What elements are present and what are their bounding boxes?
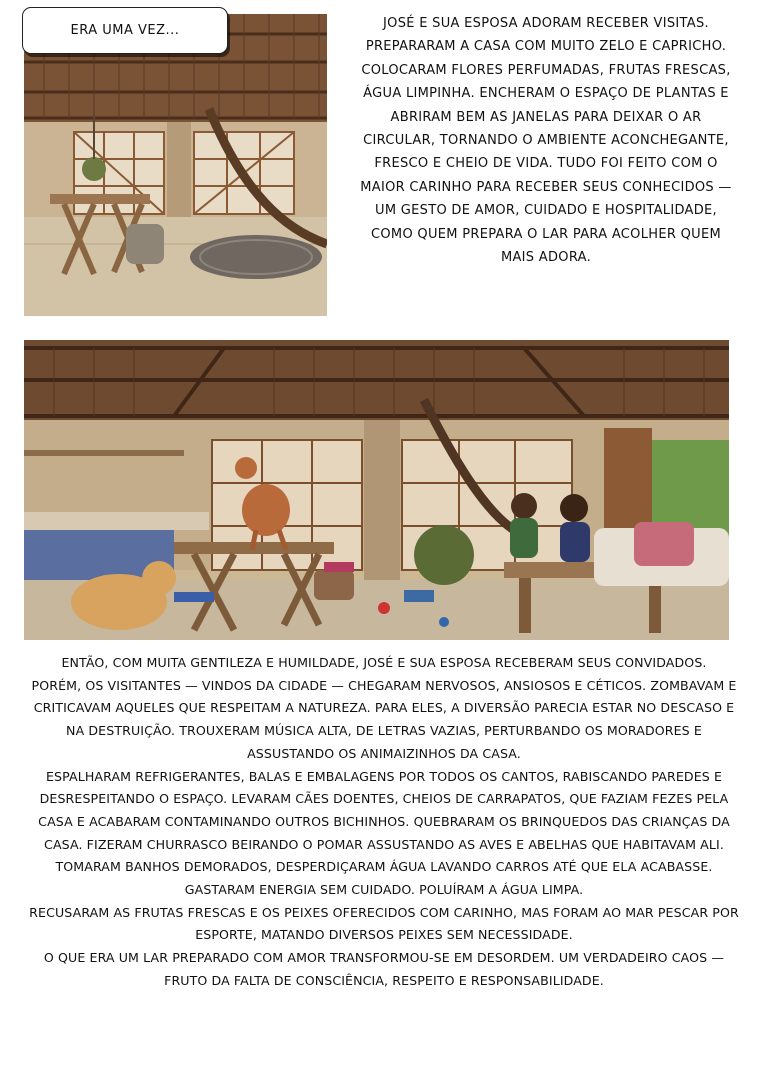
story-paragraph: PORÉM, OS VISITANTES — VINDOS DA CIDADE — CHEGARAM NERVOSOS, ANSIOSOS E CÉTICOS. ZOMBAVAM E CRITICAVAM AQUELES QUE RESPEITAM A NATUREZA. PARA ELES, A DIVERSÃO PARECIA ESTAR NO DESCASO E NA DESTRUIÇÃO. TROUXERAM MÚSICA ALTA, DE LETRAS VAZIAS, PERTURBANDO OS MORADORES E ASSUSTANDO OS ANIMAIZINHOS DA CASA. [31,677,737,761]
tidy-house-photo [24,14,327,316]
story-paragraph: ESPALHARAM REFRIGERANTES, BALAS E EMBALAGENS POR TODOS OS CANTOS, RABISCANDO PAREDES E DESRESPEITANDO O ESPAÇO. LEVARAM CÃES DOENTES, CHEIOS DE CARRAPATOS, QUE FAZIAM FEZES PELA CASA E ACABARAM CONTAMINANDO OUTROS BICHINHOS. QUEBRARAM OS BRINQUEDOS DAS CRIANÇAS DA CASA. FIZERAM CHURRASCO BEIRANDO O POMAR ASSUSTANDO AS AVES E ABELHAS QUE HABITAVAM ALI. [38,768,730,852]
caption-text: ERA UMA VEZ... [70,23,180,38]
story-paragraph: RECUSARAM AS FRUTAS FRESCAS E OS PEIXES OFERECIDOS COM CARINHO, MAS FORAM AO MAR PESCAR POR ESPORTE, MATANDO DIVERSOS PEIXES SEM NECESSIDADE. [29,904,739,943]
story-paragraph: ENTÃO, COM MUITA GENTILEZA E HUMILDADE, JOSÉ E SUA ESPOSA RECEBERAM SEUS CONVIDADOS. [61,655,707,670]
story-text [26,652,742,993]
messy-house-photo [24,340,729,640]
story-opening-caption [22,7,228,54]
story-paragraph: O QUE ERA UM LAR PREPARADO COM AMOR TRANSFORMOU-SE EM DESORDEM. UM VERDADEIRO CAOS — FRUTO DA FALTA DE CONSCIÊNCIA, RESPEITO E RESPONSABILIDADE. [43,950,725,988]
story-paragraph: TOMARAM BANHOS DEMORADOS, DESPERDIÇARAM ÁGUA LAVANDO CARROS ATÉ QUE ELA ACABASSE. GASTARAM ENERGIA SEM CUIDADO. POLUÍRAM A ÁGUA LIMPA. [55,859,713,898]
intro-paragraph: JOSÉ E SUA ESPOSA ADORAM RECEBER VISITAS. PREPARARAM A CASA COM MUITO ZELO E CAPRICHO. COLOCARAM FLORES PERFUMADAS, FRUTAS FRESCAS, ÁGUA LIMPINHA. ENCHERAM O ESPAÇO DE PLANTAS E ABRIRAM BEM AS JANELAS PARA DEIXAR O AR CIRCULAR, TORNANDO O AMBIENTE ACONCHEGANTE, FRESCO E CHEIO DE VIDA. TUDO FOI FEITO COM O MAIOR CARINHO PARA RECEBER SEUS CONHECIDOS — UM GESTO DE AMOR, CUIDADO E HOSPITALIDADE, COMO QUEM PREPARA O LAR PARA ACOLHER QUEM MAIS ADORA. [360,16,732,266]
